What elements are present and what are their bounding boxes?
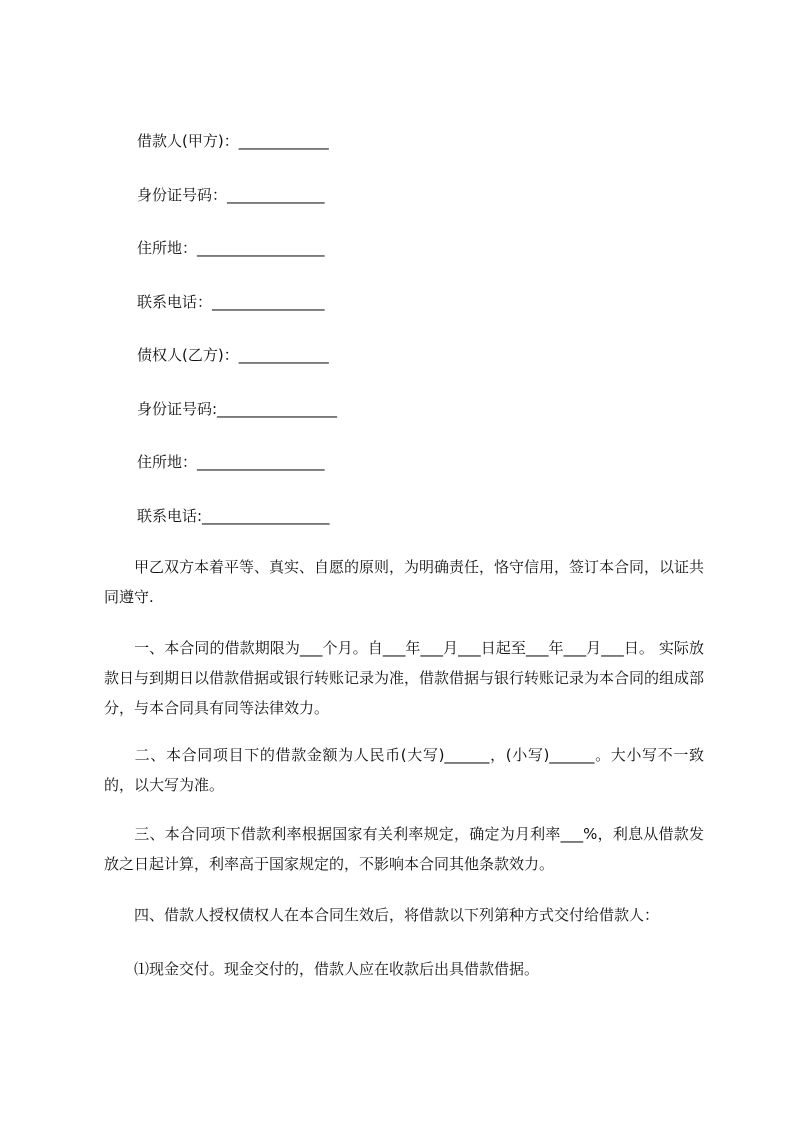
creditor-id-field: 身份证号码:________________ — [137, 400, 338, 418]
clause-1-text: 一、本合同的借款期限为___个月。自___年___月___日起至___年___月___日。 实际放款日与到期日以借款借据或银行转账记录为准，借款借据与银行转账记录为本合同的组成部分，与本合同具有同等法律效力。 — [104, 639, 705, 717]
clause-4-paragraph — [104, 900, 704, 930]
creditor-address-field: 住所地：_________________ — [137, 453, 325, 471]
borrower-name-field: 借款人(甲方)：____________ — [137, 132, 329, 150]
clause-4-item-1-text: ⑴现金交付。现金交付的，借款人应在收款后出具借款借据。 — [134, 960, 540, 978]
creditor-phone-field: 联系电话:_________________ — [137, 507, 330, 525]
borrower-id-field: 身份证号码：_____________ — [137, 186, 325, 204]
preamble-text: 甲乙双方本着平等、真实、自愿的原则，为明确责任，恪守信用，签订本合同，以证共同遵守. — [104, 558, 705, 606]
clause-2-text: 二、本合同项目下的借款金额为人民币(大写)______，(小写)______。大小写不一致的，以大写为准。 — [104, 746, 704, 794]
clause-4-item-1-paragraph — [104, 954, 704, 984]
borrower-address-field: 住所地：_________________ — [137, 239, 325, 257]
clause-4-text: 四、借款人授权债权人在本合同生效后，将借款以下列第种方式交付给借款人： — [134, 906, 660, 924]
clause-3-text: 三、本合同项下借款利率根据国家有关利率规定，确定为月利率___%，利息从借款发放之日起计算，利率高于国家规定的，不影响本合同其他条款效力。 — [104, 825, 704, 873]
clause-3-paragraph — [104, 819, 704, 879]
clause-1-paragraph — [104, 633, 704, 723]
creditor-name-field: 债权人(乙方)：____________ — [137, 346, 329, 364]
borrower-phone-field: 联系电话：_______________ — [137, 293, 325, 311]
clause-2-paragraph — [104, 740, 704, 800]
preamble-paragraph — [104, 552, 704, 612]
